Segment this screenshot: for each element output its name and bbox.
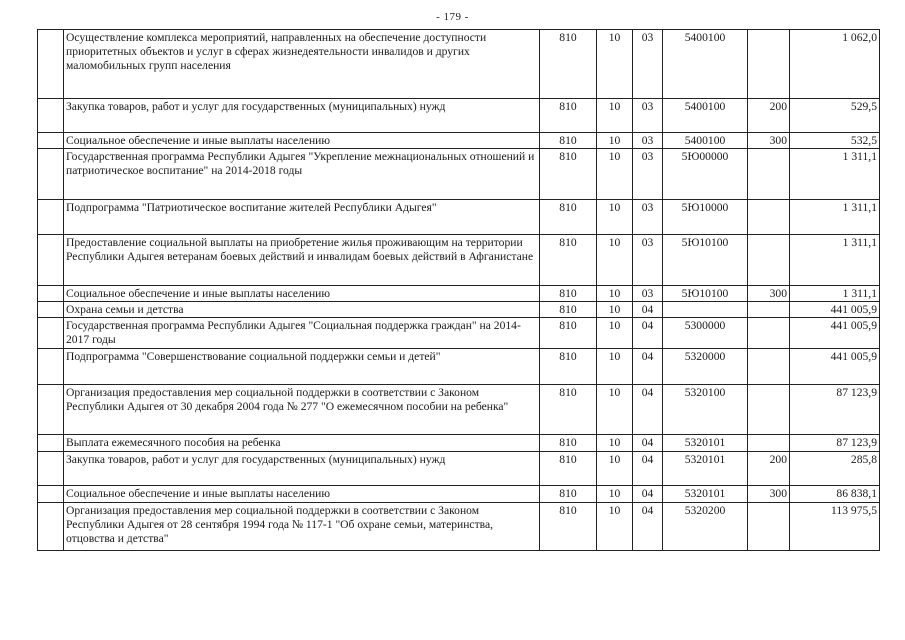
row-sum: 1 311,1 — [790, 235, 880, 286]
row-sum: 441 005,9 — [790, 318, 880, 349]
row-name: Организация предоставления мер социальной поддержки в соответствии с Законом Республики Адыгея от 30 декабря 2004 года № 277 "О ежемесячном пособии на ребенка" — [64, 385, 540, 435]
row-rz: 10 — [597, 503, 633, 551]
row-ved: 810 — [540, 385, 597, 435]
row-csr: 5320101 — [663, 435, 748, 452]
row-csr: 5320101 — [663, 452, 748, 486]
row-sum: 87 123,9 — [790, 385, 880, 435]
row-rz: 10 — [597, 349, 633, 385]
row-name: Социальное обеспечение и иные выплаты населению — [64, 133, 540, 149]
row-ved: 810 — [540, 486, 597, 503]
row-name: Выплата ежемесячного пособия на ребенка — [64, 435, 540, 452]
row-name: Организация предоставления мер социальной поддержки в соответствии с Законом Республики Адыгея от 28 сентября 1994 года № 117-1 "Об охране семьи, материнства, отцовства и детства" — [64, 503, 540, 551]
row-pr: 04 — [633, 452, 663, 486]
row-vr: 300 — [748, 133, 790, 149]
table-row — [38, 486, 880, 503]
row-spacer — [38, 302, 64, 318]
row-rz: 10 — [597, 200, 633, 235]
row-vr — [748, 235, 790, 286]
row-spacer — [38, 452, 64, 486]
row-ved: 810 — [540, 349, 597, 385]
row-ved: 810 — [540, 435, 597, 452]
row-csr: 5400100 — [663, 99, 748, 133]
table-row — [38, 435, 880, 452]
row-sum: 1 311,1 — [790, 286, 880, 302]
row-spacer — [38, 486, 64, 503]
row-ved: 810 — [540, 200, 597, 235]
row-spacer — [38, 30, 64, 99]
row-rz: 10 — [597, 486, 633, 503]
row-csr: 5400100 — [663, 133, 748, 149]
row-pr: 03 — [633, 286, 663, 302]
table-row — [38, 302, 880, 318]
row-rz: 10 — [597, 235, 633, 286]
row-rz: 10 — [597, 99, 633, 133]
row-name: Предоставление социальной выплаты на приобретение жилья проживающим на территории Республики Адыгея ветеранам боевых действий и инвалидам боевых действий в Афганистане — [64, 235, 540, 286]
row-vr — [748, 435, 790, 452]
row-sum: 441 005,9 — [790, 302, 880, 318]
row-spacer — [38, 435, 64, 452]
row-csr: 5400100 — [663, 30, 748, 99]
row-name: Социальное обеспечение и иные выплаты населению — [64, 486, 540, 503]
row-rz: 10 — [597, 385, 633, 435]
row-pr: 04 — [633, 486, 663, 503]
row-sum: 532,5 — [790, 133, 880, 149]
row-sum: 441 005,9 — [790, 349, 880, 385]
row-sum: 1 311,1 — [790, 149, 880, 200]
row-csr: 5Ю10100 — [663, 286, 748, 302]
row-spacer — [38, 349, 64, 385]
row-spacer — [38, 99, 64, 133]
row-name: Государственная программа Республики Адыгея "Социальная поддержка граждан" на 2014-2017 годы — [64, 318, 540, 349]
budget-table — [37, 29, 880, 551]
row-sum: 87 123,9 — [790, 435, 880, 452]
row-spacer — [38, 385, 64, 435]
row-ved: 810 — [540, 302, 597, 318]
row-pr: 03 — [633, 149, 663, 200]
row-spacer — [38, 503, 64, 551]
row-name: Государственная программа Республики Адыгея "Укрепление межнациональных отношений и патриотическое воспитание" на 2014-2018 годы — [64, 149, 540, 200]
row-csr: 5320000 — [663, 349, 748, 385]
row-vr — [748, 385, 790, 435]
row-rz: 10 — [597, 435, 633, 452]
row-ved: 810 — [540, 149, 597, 200]
row-ved: 810 — [540, 452, 597, 486]
table-row — [38, 149, 880, 200]
row-pr: 03 — [633, 30, 663, 99]
table-row — [38, 385, 880, 435]
row-rz: 10 — [597, 302, 633, 318]
row-vr: 300 — [748, 486, 790, 503]
row-sum: 113 975,5 — [790, 503, 880, 551]
table-row — [38, 286, 880, 302]
row-vr — [748, 318, 790, 349]
row-rz: 10 — [597, 30, 633, 99]
row-spacer — [38, 133, 64, 149]
row-pr: 03 — [633, 133, 663, 149]
table-row — [38, 349, 880, 385]
row-spacer — [38, 200, 64, 235]
table-row — [38, 133, 880, 149]
table-row — [38, 30, 880, 99]
row-vr: 200 — [748, 99, 790, 133]
row-csr: 5Ю00000 — [663, 149, 748, 200]
row-vr: 200 — [748, 452, 790, 486]
row-vr — [748, 302, 790, 318]
row-csr — [663, 302, 748, 318]
table-row — [38, 99, 880, 133]
row-pr: 04 — [633, 503, 663, 551]
table-row — [38, 503, 880, 551]
row-csr: 5300000 — [663, 318, 748, 349]
row-pr: 04 — [633, 385, 663, 435]
row-ved: 810 — [540, 318, 597, 349]
table-row — [38, 200, 880, 235]
row-name: Закупка товаров, работ и услуг для государственных (муниципальных) нужд — [64, 99, 540, 133]
row-sum: 285,8 — [790, 452, 880, 486]
row-ved: 810 — [540, 503, 597, 551]
row-spacer — [38, 286, 64, 302]
row-ved: 810 — [540, 235, 597, 286]
row-ved: 810 — [540, 30, 597, 99]
row-pr: 03 — [633, 200, 663, 235]
row-spacer — [38, 149, 64, 200]
row-vr: 300 — [748, 286, 790, 302]
row-rz: 10 — [597, 149, 633, 200]
row-ved: 810 — [540, 99, 597, 133]
row-pr: 03 — [633, 99, 663, 133]
row-name: Подпрограмма "Совершенствование социальной поддержки семьи и детей" — [64, 349, 540, 385]
row-vr — [748, 349, 790, 385]
row-csr: 5320200 — [663, 503, 748, 551]
row-pr: 04 — [633, 302, 663, 318]
row-csr: 5320101 — [663, 486, 748, 503]
table-row — [38, 452, 880, 486]
row-rz: 10 — [597, 318, 633, 349]
row-ved: 810 — [540, 133, 597, 149]
row-name: Охрана семьи и детства — [64, 302, 540, 318]
row-sum: 86 838,1 — [790, 486, 880, 503]
row-rz: 10 — [597, 133, 633, 149]
row-csr: 5Ю10000 — [663, 200, 748, 235]
row-spacer — [38, 318, 64, 349]
row-name: Социальное обеспечение и иные выплаты населению — [64, 286, 540, 302]
row-pr: 04 — [633, 318, 663, 349]
row-rz: 10 — [597, 286, 633, 302]
row-sum: 1 062,0 — [790, 30, 880, 99]
row-pr: 04 — [633, 349, 663, 385]
page-number: - 179 - — [436, 11, 469, 23]
row-pr: 04 — [633, 435, 663, 452]
row-vr — [748, 149, 790, 200]
table-row — [38, 235, 880, 286]
row-csr: 5320100 — [663, 385, 748, 435]
row-sum: 1 311,1 — [790, 200, 880, 235]
row-spacer — [38, 235, 64, 286]
row-sum: 529,5 — [790, 99, 880, 133]
row-name: Осуществление комплекса мероприятий, направленных на обеспечение доступности приоритетных объектов и услуг в сферах жизнедеятельности инвалидов и других маломобильных групп населения — [64, 30, 540, 99]
row-csr: 5Ю10100 — [663, 235, 748, 286]
row-vr — [748, 200, 790, 235]
table-row — [38, 318, 880, 349]
row-vr — [748, 503, 790, 551]
row-name: Подпрограмма "Патриотическое воспитание жителей Республики Адыгея" — [64, 200, 540, 235]
row-rz: 10 — [597, 452, 633, 486]
row-name: Закупка товаров, работ и услуг для государственных (муниципальных) нужд — [64, 452, 540, 486]
row-ved: 810 — [540, 286, 597, 302]
row-pr: 03 — [633, 235, 663, 286]
row-vr — [748, 30, 790, 99]
